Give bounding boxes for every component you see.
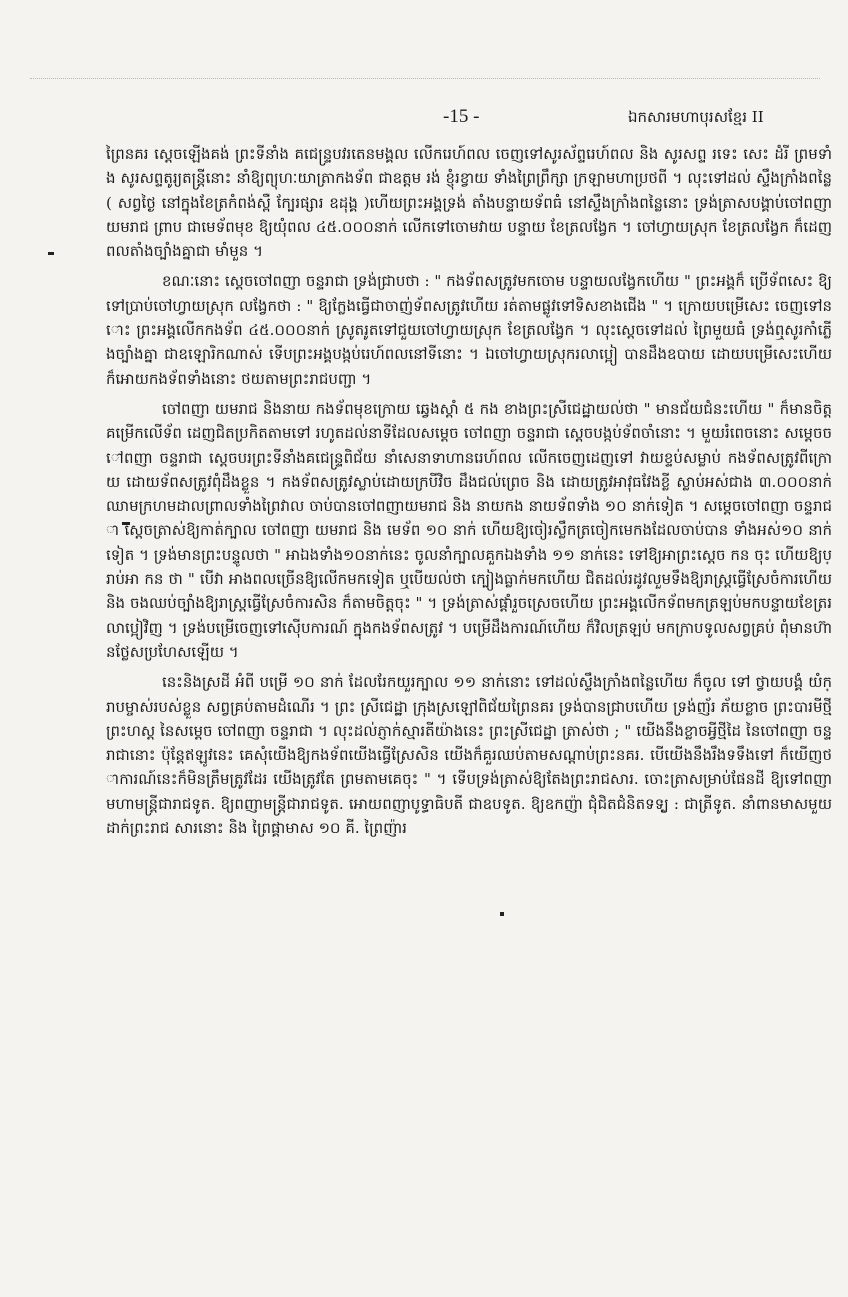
document-body xyxy=(106,142,832,846)
margin-mark xyxy=(500,912,504,916)
page-number: -15 - xyxy=(443,106,480,127)
margin-mark xyxy=(48,252,54,255)
paragraph-1: ព្រៃនគរ ស្ដេចឡើងគង់ ព្រះទីនាំង គជេន្ទ្របវរតេនមង្គល លើករេហ៍ពល ចេញទៅសូរស័ព្ទរេហ៍ពល និង សូរសព្ទ រទេះ សេះ ដំរី ព្រមទាំង សូរសព្ទតូរ្យតន្ត្រីនោះ នាំឱ្យព្យុហៈយាត្រាកងទ័ព ជាឧត្ដម រង់ ខ្ញុំរខ្វាយ ទាំងព្រៃព្រឹក្សា ក្រឡាមហាប្រថពី ។ លុះទៅដល់ ស្ទឹងក្រាំងពន្លៃ ( សព្វថ្ងៃ នៅក្នុងខែត្រកំពង់ស្ពឺ ក្បែរផ្សារ ឧដុង្គ )ហើយព្រះអង្គទ្រង់ តាំងបន្ទាយទ័ពធំ នៅស្ទឹងក្រាំងពន្លៃនោះ ទ្រង់ត្រាសបង្គាប់ចៅពញា យមរាជ ព្រាប ជាមេទ័ពមុខ ឱ្យយុំពល ៤៥.០០០នាក់ លើកទៅចោមវាយ បន្ទាយ ខែត្រលង្វែក ។ ចៅហ្វាយស្រុក ខែត្រលង្វែក ក៏ដេញពលតាំងច្បាំងគ្នាជា មាំមួន ។ xyxy=(106,145,832,261)
running-title: ឯកសារមហាបុរសខ្មែរ II xyxy=(628,108,764,126)
page-header xyxy=(0,106,848,136)
paragraph-4: នេះនិងស្រដី អំពី បម្រើ ១០ នាក់ ដែលរែកយួរក្បាល ១១ នាក់នោះ ទៅដល់ស្ទឹងក្រាំងពន្លៃហើយ ក៏ចូល ទៅ ថ្វាយបង្គំ យំក្រាបម្ចាស់របស់ខ្លួន សព្វគ្រប់តាមដំណើរ ។ ព្រះ ស្រីជេដ្ឋា ក្រុងស្រឡៅពិជ័យព្រៃនគរ ទ្រង់បានជ្រាបហើយ ទ្រង់ញ័រ ភ័យខ្លាច ព្រះបារមីថ្មីព្រះហស្ត នៃសម្ដេច ចៅពញា ចន្ទរាជា ។ លុះដល់ភ្ញាក់ស្មារតីយ៉ាងនេះ ព្រះស្រីជេដ្ឋា ត្រាស់ថា ; " យើងនឹងខ្លាចអ្វីថ្មីដៃ នៃចៅពញា ចន្ទរាជានោះ ប៉ុន្តែឥឡូវនេះ គេសុំយើងឱ្យកងទ័ពយើងធ្វើស្រែសិន យើងក៏គួរឈប់តាមសណ្ដាប់ព្រះនគរ. បើយើងនឹងរឹងទទឹងទៅ ក៏យើញថាការណ៍នេះក៏មិនត្រឹមត្រូវដែរ យើងត្រូវតែ ព្រមតាមគេចុះ " ។ ទើបទ្រង់ត្រាស់ឱ្យតែងព្រះរាជសារ. ចោះត្រាសម្រាប់ផែនដី ឱ្យទៅពញាមហាមន្ត្រីជារាជទូត. ឱ្យពញាមន្ត្រីជារាជទូត. អោយពញាបូទ្ធាធិបតី ជាឧបទូត. ឱ្យឧកញ៉ា ជុំជិតជំនិតទទ្យ្ល : ជាត្រីទូត. នាំពានមាសមួយ ដាក់ព្រះរាជ សារនោះ និង ព្រៃផ្គាមាស ១០ គី. ព្រៃញ៉ារ xyxy=(106,673,832,838)
scan-edge-line xyxy=(30,78,820,79)
paragraph-2: ខណៈនោះ ស្ដេចចៅពញា ចន្ទរាជា ទ្រង់ជ្រាបថា : " កងទ័ពសត្រូវមកចោម បន្ទាយលង្វែកហើយ " ព្រះអង្គក៏ ប្រើទ័ពសេះ ឱ្យទៅប្រាប់ចៅហ្វាយស្រុក លង្វែកថា : " ឱ្យក្លែងធ្វើជាចាញ់ទ័ពសត្រូវហើយ រត់តាមផ្លូវទៅទិសខាងជើង " ។ ក្រោយបម្រើសេះ ចេញទៅនោះ ព្រះអង្គលើកកងទ័ព ៤៥.០០០នាក់ ស្រូតរូតទៅជួយចៅហ្វាយស្រុក ខែត្រលង្វែក ។ លុះស្ដេចទៅដល់ ព្រៃមួយធំ ទ្រង់ឮសូរកាំភ្លើងច្បាំងគ្នា ជាឧឡោរិកណាស់ ទើបព្រះអង្គបង្កប់រេហ៍ពលនៅទីនោះ ។ ឯចៅហ្វាយស្រុករលាប្អៀ បានដឹងឧបាយ ដោយបម្រើសេះហើយ ក៏អោយកងទ័ពទាំងនោះ ថយតាមព្រះរាជបញ្ជា ។ xyxy=(106,272,832,388)
paragraph-3: ចៅពញា យមរាជ និងនាយ កងទ័ពមុខក្រោយ ឆ្វេងស្ដាំ ៥ កង ខាងព្រះស្រីជេដ្ឋាយល់ថា " មានជ័យជំនះហើយ " ក៏មានចិត្តគម្រើកលើទ័ព ដេញជិតប្រកិតតាមទៅ រហូតដល់នាទីដែលសម្ដេច ចៅពញា ចន្ទរាជា ស្ដេចបង្កប់ទ័ពចាំនោះ ។ មួយរំពេចនោះ សម្ដេចចៅពញា ចន្ទរាជា ស្ដេចបរព្រះទីនាំងគជេន្ទ្រពិជ័យ នាំសេនាទាហានរេហ៍ពល លើកចេញដេញទៅ វាយខ្ទប់សម្លាប់ កងទ័ពសត្រូវពីក្រោយ ដោយទ័ពសត្រូវពុំដឹងខ្លួន ។ កងទ័ពសត្រូវស្លាប់ដោយក្របីវិច ដឹងជល់ព្រេច និង ដោយត្រូវអាវុធវែងខ្លី ស្លាប់អស់ជាង ៣.០០០នាក់ ឈាមក្រហមដាលព្រាលទាំងព្រៃវាល ចាប់បានចៅពញាយមរាជ និង នាយកង នាយទ័ពទាំង ១០ នាក់ទៀត ។ សម្ដេចចៅពញា ចន្ទរាជា ស្ដេចត្រាស់ឱ្យកាត់ក្បាល ចៅពញា យមរាជ និង មេទ័ព ១០ នាក់ ហើយឱ្យចៀរស្លឹកត្រចៀកមេកងដែលចាប់បាន ទាំងអស់១០ នាក់ទៀត ។ ទ្រង់មានព្រះបន្ទូលថា " អាឯងទាំង១០នាក់នេះ ចូលនាំក្បាលគួកឯងទាំង ១១ នាក់នេះ ទៅឱ្យអាព្រះស្ដេច កន ចុះ ហើយឱ្យប្រាប់អា កន ថា " បើវា អាងពលច្រើនឱ្យលើកមកទៀត ឬបើយល់ថា ក្បៀងធ្លាក់មកហើយ ជិតដល់រដូវលួមទឹងឱ្យរាស្ត្រធ្វើស្រែចំការហើយ និង ចងឈប់ច្បាំងឱ្យរាស្ត្រធ្វើស្រែចំការសិន ក៏តាមចិត្តចុះ " ។ ទ្រង់ត្រាស់ផ្ដាំរួចស្រេចហើយ ព្រះអង្គលើកទ័ពមកត្រឡប់មកបន្ទាយខែត្ររលាប្អៀវិញ ។ ទ្រង់បម្រើចេញទៅស៊ើបការណ៍ ក្នុងកងទ័ពសត្រូវ ។ បម្រើដឹងការណ៍ហើយ ក៏វិលត្រឡប់ មកក្រាបទូលសព្វគ្រប់ ពុំមានហ៊ានថ្លែសប្រហែសឡើយ ។ xyxy=(106,399,832,661)
